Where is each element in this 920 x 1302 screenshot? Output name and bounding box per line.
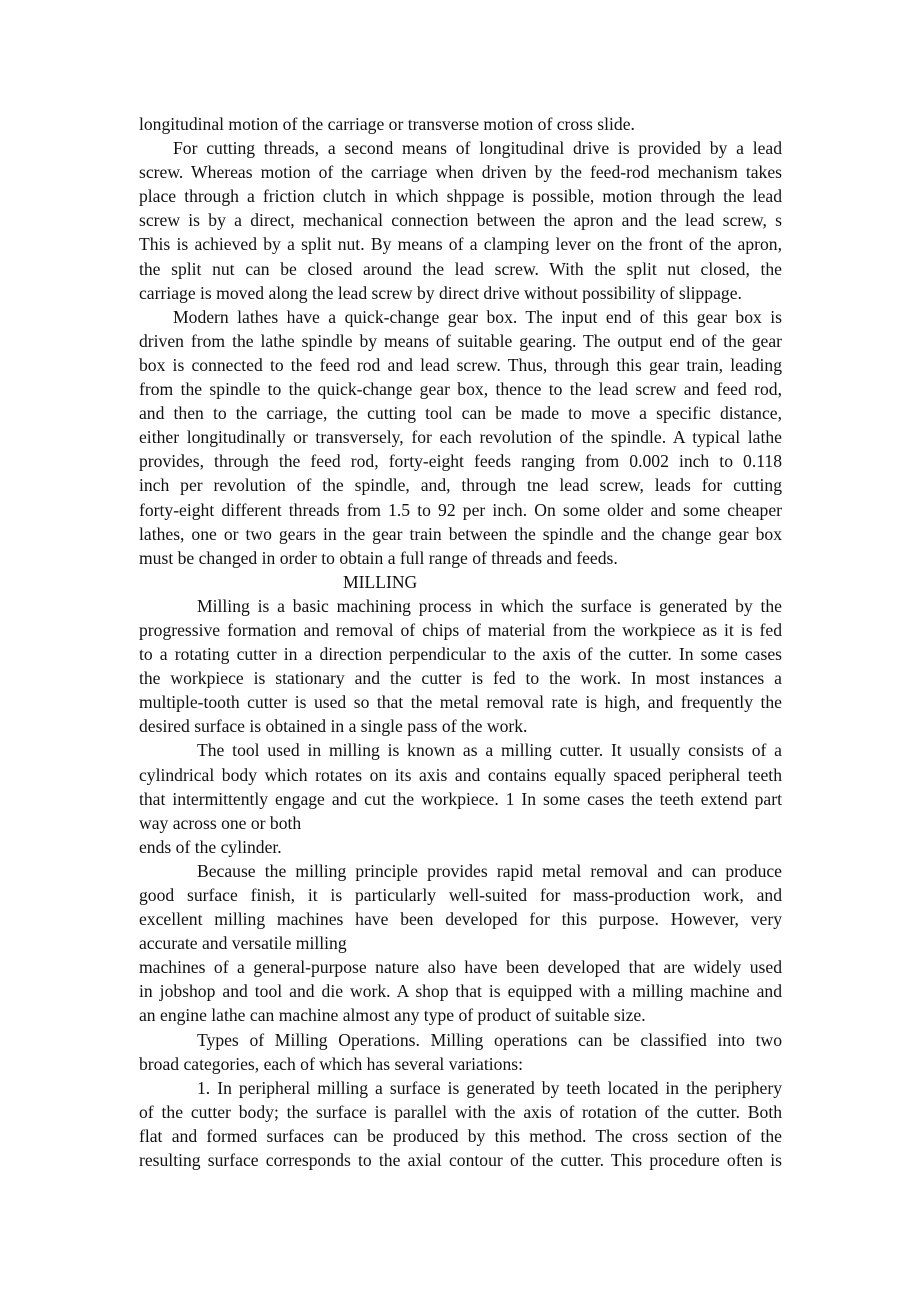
text-line: Types of Milling Operations. Milling operations can be classified into two bbox=[197, 1029, 782, 1050]
text-line: provides, through the feed rod, forty-eight feeds ranging from 0.002 inch to 0.118 bbox=[139, 451, 782, 472]
text-line: good surface finish, it is particularly well-suited for mass-production work, and bbox=[139, 885, 782, 905]
text-line: machines of a general-purpose nature also have been developed that are widely used bbox=[139, 957, 782, 978]
text-line: way across one or both bbox=[139, 812, 302, 833]
text-line: Milling is a basic machining process in which the surface is generated by the bbox=[197, 595, 782, 616]
text-line: broad categories, each of which has several variations: bbox=[139, 1053, 523, 1074]
text-line: the split nut can be closed around the lead screw. With the split nut closed, the bbox=[139, 258, 782, 279]
text-line: The tool used in milling is known as a milling cutter. It usually consists of a bbox=[197, 740, 782, 761]
text-line: progressive formation and removal of chips of material from the workpiece as it is fed bbox=[139, 619, 782, 640]
text-line: of the cutter body; the surface is parallel with the axis of rotation of the cutter. Both bbox=[139, 1101, 782, 1122]
text-line: in jobshop and tool and die work. A shop that is equipped with a milling machine and bbox=[139, 981, 782, 1002]
text-line: the workpiece is stationary and the cutter is fed to the work. In most instances a bbox=[139, 668, 782, 689]
text-line: Modern lathes have a quick-change gear box. The input end of this gear box is bbox=[173, 306, 782, 327]
text-line: must be changed in order to obtain a full range of threads and feeds. bbox=[139, 547, 618, 568]
text-line: either longitudinally or transversely, for each revolution of the spindle. A typical lathe bbox=[139, 427, 782, 448]
text-line: inch per revolution of the spindle, and, through tne lead screw, leads for cutting bbox=[139, 475, 782, 496]
text-line: place through a friction clutch in which shppage is possible, motion through the lead bbox=[139, 186, 782, 207]
text-line: to a rotating cutter in a direction perpendicular to the axis of the cutter. In some cases bbox=[139, 644, 782, 665]
text-line: an engine lathe can machine almost any type of product of suitable size. bbox=[139, 1005, 646, 1026]
text-line: driven from the lathe spindle by means of suitable gearing. The output end of the gear bbox=[139, 330, 782, 351]
document-page bbox=[139, 112, 782, 1172]
text-line: resulting surface corresponds to the axial contour of the cutter. This procedure often is bbox=[139, 1150, 782, 1171]
text-line: cylindrical body which rotates on its axis and contains equally spaced peripheral teeth bbox=[139, 764, 782, 785]
text-line: For cutting threads, a second means of longitudinal drive is provided by a lead bbox=[173, 138, 782, 159]
text-line: flat and formed surfaces can be produced by this method. The cross section of the bbox=[139, 1125, 782, 1146]
text-line: lathes, one or two gears in the gear train between the spindle and the change gear box bbox=[139, 523, 782, 544]
text-line: Because the milling principle provides rapid metal removal and can produce bbox=[197, 860, 782, 881]
section-heading: MILLING bbox=[343, 571, 418, 592]
text-line: desired surface is obtained in a single pass of the work. bbox=[139, 716, 528, 737]
text-line: carriage is moved along the lead screw by direct drive without possibility of slippage. bbox=[139, 282, 742, 303]
text-line: excellent milling machines have been developed for this purpose. However, very bbox=[139, 909, 782, 930]
text-line: forty-eight different threads from 1.5 to 92 per inch. On some older and some cheaper bbox=[139, 499, 782, 520]
text-line: accurate and versatile milling bbox=[139, 933, 347, 954]
text-line: that intermittently engage and cut the workpiece. 1 In some cases the teeth extend part bbox=[139, 788, 782, 809]
text-line: screw. Whereas motion of the carriage when driven by the feed-rod mechanism takes bbox=[139, 162, 782, 183]
text-line: and then to the carriage, the cutting tool can be made to move a specific distance, bbox=[139, 403, 782, 424]
text-line: from the spindle to the quick-change gear box, thence to the lead screw and feed rod, bbox=[139, 379, 782, 400]
text-line: 1. In peripheral milling a surface is generated by teeth located in the periphery bbox=[197, 1077, 782, 1098]
text-line: This is achieved by a split nut. By means of a clamping lever on the front of the apron, bbox=[139, 234, 782, 255]
text-line: box is connected to the feed rod and lead screw. Thus, through this gear train, leading bbox=[139, 354, 782, 375]
text-line: multiple-tooth cutter is used so that the metal removal rate is high, and frequently the bbox=[139, 692, 782, 713]
text-line: longitudinal motion of the carriage or transverse motion of cross slide. bbox=[139, 114, 635, 134]
text-line: ends of the cylinder. bbox=[139, 836, 282, 857]
text-line: screw is by a direct, mechanical connection between the apron and the lead screw, s bbox=[139, 210, 782, 231]
